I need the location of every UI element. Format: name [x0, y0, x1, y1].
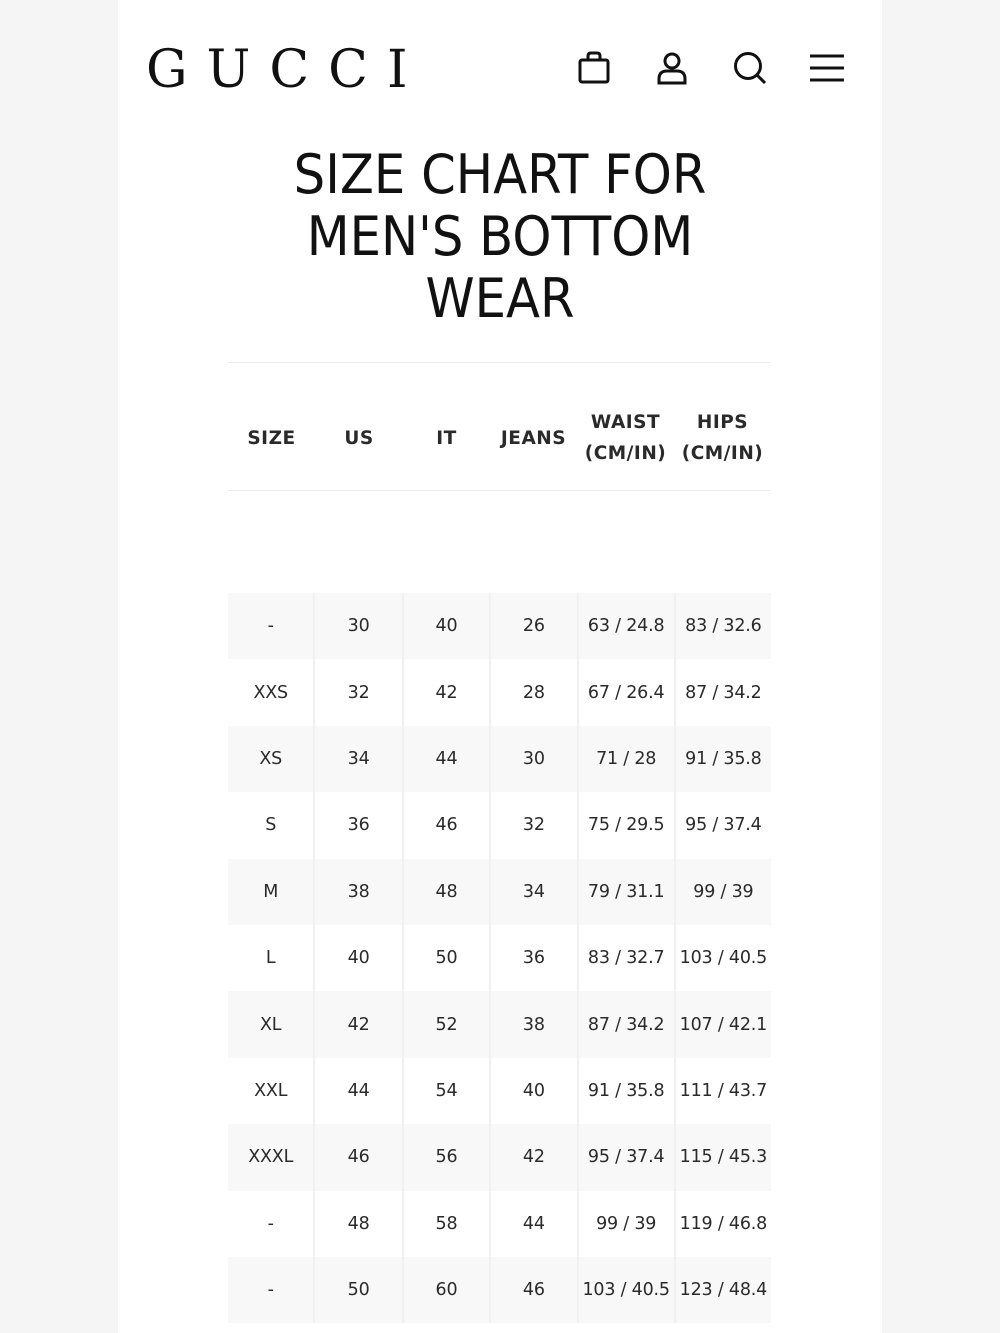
cell-us: 48: [315, 1191, 403, 1257]
table-row: [228, 1124, 771, 1190]
cell-us: 46: [315, 1124, 403, 1190]
cell-us: 38: [315, 859, 403, 925]
cell-hips: 119 / 46.8: [679, 1213, 768, 1234]
cell-jeans: 46: [491, 1257, 578, 1323]
cell-us: 50: [315, 1257, 403, 1323]
table-row: [228, 1191, 771, 1257]
table-row: [228, 859, 771, 925]
cell-jeans: 30: [491, 726, 578, 792]
cell-hips: 115 / 45.3: [679, 1147, 768, 1168]
column-header-size: SIZE: [247, 427, 296, 449]
shopping-bag-icon[interactable]: [574, 48, 614, 88]
cell-it: 48: [404, 859, 491, 925]
cell-waist: 83 / 32.7: [579, 925, 676, 991]
cell-size: -: [228, 1191, 315, 1257]
cell-size: XL: [228, 991, 315, 1057]
table-body: [228, 593, 771, 1323]
cell-us: 44: [315, 1058, 403, 1124]
cell-it: 46: [404, 792, 491, 858]
cell-jeans: 38: [491, 991, 578, 1057]
cell-jeans: 28: [491, 659, 578, 725]
cell-waist: 63 / 24.8: [579, 593, 676, 659]
table-header-row: [228, 398, 771, 478]
cell-it: 56: [404, 1124, 491, 1190]
cell-waist: 95 / 37.4: [579, 1124, 676, 1190]
table-row: [228, 726, 771, 792]
cell-hips: 83 / 32.6: [685, 616, 762, 637]
table-row: [228, 991, 771, 1057]
cell-size: M: [228, 859, 315, 925]
cell-it: 60: [404, 1257, 491, 1323]
cell-it: 40: [404, 593, 491, 659]
table-row: [228, 659, 771, 725]
cell-hips: 95 / 37.4: [685, 815, 762, 836]
cell-it: 54: [404, 1058, 491, 1124]
table-row: [228, 792, 771, 858]
cell-jeans: 36: [491, 925, 578, 991]
cell-hips: 123 / 48.4: [679, 1280, 768, 1301]
cell-jeans: 44: [491, 1191, 578, 1257]
table-row: [228, 593, 771, 659]
column-header-hips: HIPS (CM/IN): [681, 412, 764, 464]
column-header-waist: WAIST (CM/IN): [584, 412, 667, 464]
cell-jeans: 40: [491, 1058, 578, 1124]
cell-jeans: 42: [491, 1124, 578, 1190]
user-icon[interactable]: [652, 48, 692, 88]
menu-icon[interactable]: [807, 48, 847, 88]
search-icon[interactable]: [730, 48, 770, 88]
cell-waist: 75 / 29.5: [579, 792, 676, 858]
cell-size: XS: [228, 726, 315, 792]
cell-it: 50: [404, 925, 491, 991]
gucci-logo[interactable]: GUCCI: [146, 40, 427, 100]
cell-us: 34: [315, 726, 403, 792]
cell-waist: 79 / 31.1: [579, 859, 676, 925]
cell-waist: 91 / 35.8: [579, 1058, 676, 1124]
cell-size: XXXL: [228, 1124, 315, 1190]
cell-size: L: [228, 925, 315, 991]
cell-us: 30: [315, 593, 403, 659]
table-row: [228, 925, 771, 991]
cell-jeans: 32: [491, 792, 578, 858]
cell-size: -: [228, 1257, 315, 1323]
table-header-divider: [228, 490, 771, 491]
cell-hips: 111 / 43.7: [679, 1080, 768, 1101]
cell-size: XXS: [228, 659, 315, 725]
cell-jeans: 34: [491, 859, 578, 925]
cell-size: S: [228, 792, 315, 858]
cell-waist: 67 / 26.4: [579, 659, 676, 725]
cell-us: 42: [315, 991, 403, 1057]
cell-hips: 107 / 42.1: [679, 1014, 768, 1035]
cell-size: XXL: [228, 1058, 315, 1124]
column-header-us: US: [344, 427, 374, 449]
cell-hips: 99 / 39: [693, 881, 754, 902]
cell-waist: 103 / 40.5: [579, 1257, 676, 1323]
cell-waist: 87 / 34.2: [579, 991, 676, 1057]
cell-us: 32: [315, 659, 403, 725]
table-row: [228, 1257, 771, 1323]
cell-hips: 87 / 34.2: [685, 682, 762, 703]
table-row: [228, 1058, 771, 1124]
cell-jeans: 26: [491, 593, 578, 659]
cell-it: 52: [404, 991, 491, 1057]
title-line-3: WEAR: [425, 267, 575, 330]
cell-hips: 91 / 35.8: [685, 748, 762, 769]
cell-us: 40: [315, 925, 403, 991]
title-line-2: MEN'S BOTTOM: [306, 205, 694, 268]
column-header-jeans: JEANS: [500, 427, 567, 449]
table-top-divider: [228, 362, 771, 363]
page-title: [224, 144, 776, 330]
title-line-1: SIZE CHART FOR: [293, 143, 707, 206]
cell-waist: 71 / 28: [579, 726, 676, 792]
cell-it: 42: [404, 659, 491, 725]
cell-it: 44: [404, 726, 491, 792]
cell-waist: 99 / 39: [579, 1191, 676, 1257]
column-header-it: IT: [436, 427, 457, 449]
cell-size: -: [228, 593, 315, 659]
cell-us: 36: [315, 792, 403, 858]
cell-it: 58: [404, 1191, 491, 1257]
cell-hips: 103 / 40.5: [679, 948, 768, 969]
